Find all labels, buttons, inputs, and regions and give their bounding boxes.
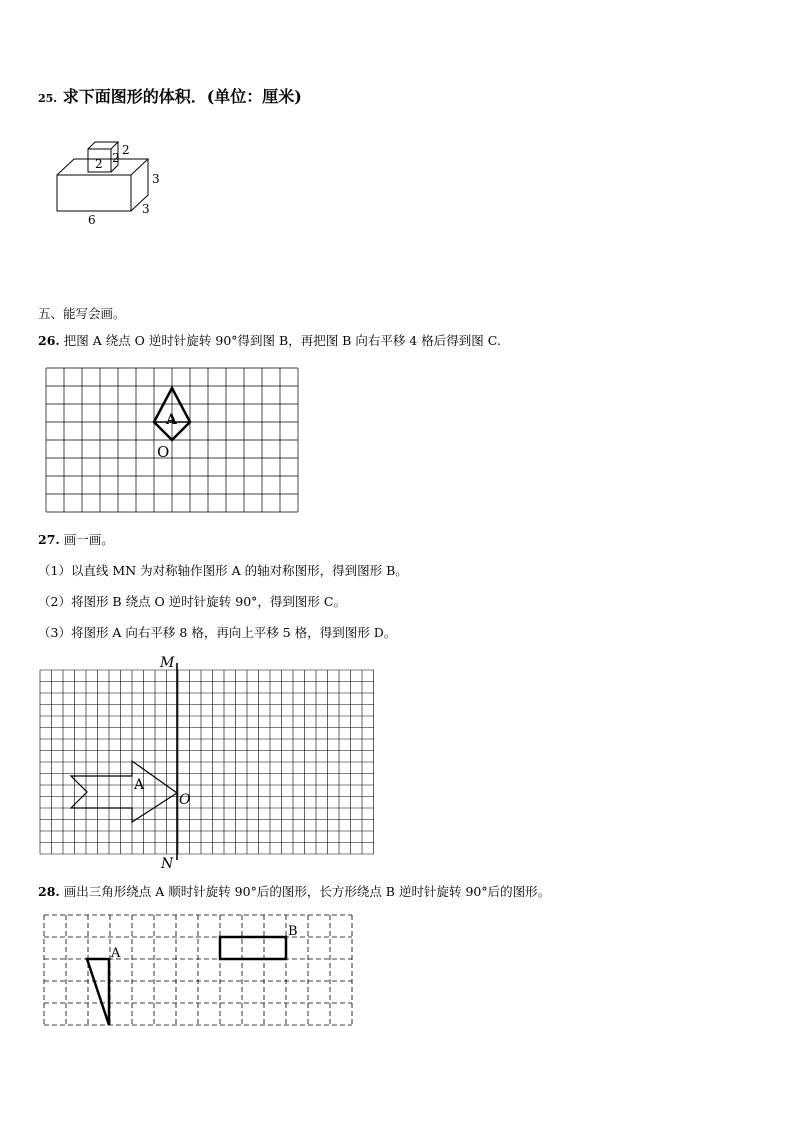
q26-label-a: A	[166, 412, 177, 428]
q28-label-b: B	[288, 924, 298, 939]
q26-number: 26.	[38, 333, 60, 348]
big-box-front	[57, 175, 131, 211]
q28-rectangle	[220, 937, 286, 959]
q25-number: 25.	[38, 92, 58, 105]
q27-label-a: A	[134, 777, 145, 793]
q27-label-m: M	[160, 655, 175, 671]
q27-item-2: （2）将图形 B 绕点 O 逆时针旋转 90°，得到图形 C。	[38, 594, 346, 609]
q27-label-o: O	[179, 792, 191, 808]
section5-title: 五、能写会画。	[38, 306, 126, 321]
q27-item-1: （1）以直线 MN 为对称轴作图形 A 的轴对称图形，得到图形 B。	[38, 563, 408, 578]
q27-label-n: N	[161, 856, 174, 872]
q28-label-a: A	[111, 946, 121, 961]
q27-title: 画一画。	[63, 532, 114, 547]
q28-grid	[42, 913, 354, 1028]
q28-triangle	[87, 959, 109, 1025]
big-box-length-label: 6	[88, 213, 96, 227]
q25-figure	[50, 135, 170, 235]
q26-label-o: O	[157, 443, 170, 461]
q26-prompt	[38, 333, 501, 349]
small-cube-top-label: 2	[122, 143, 130, 157]
q27-shape-a	[71, 761, 177, 822]
q27-grid	[40, 655, 375, 870]
q26-text: 把图 A 绕点 O 逆时针旋转 90°得到图 B，再把图 B 向右平移 4 格后得到图 C.	[63, 333, 501, 348]
q27-number: 27.	[38, 532, 60, 547]
q28-number: 28.	[38, 884, 60, 899]
q25-prompt	[38, 87, 302, 109]
q28-prompt	[38, 884, 550, 900]
small-cube-side-label: 2	[112, 151, 120, 165]
big-box-width-label: 3	[142, 202, 150, 216]
q27-prompt	[38, 532, 114, 548]
q27-item-3: （3）将图形 A 向右平移 8 格，再向上平移 5 格，得到图形 D。	[38, 625, 397, 640]
q26-grid	[46, 368, 299, 513]
big-box-height-label: 3	[152, 172, 160, 186]
q25-text: 求下面图形的体积．(单位：厘米)	[62, 87, 302, 106]
small-cube-top	[88, 142, 118, 149]
small-cube-front-label: 2	[95, 157, 103, 171]
q28-text: 画出三角形绕点 A 顺时针旋转 90°后的图形，长方形绕点 B 逆时针旋转 90°后的图形。	[63, 884, 551, 899]
